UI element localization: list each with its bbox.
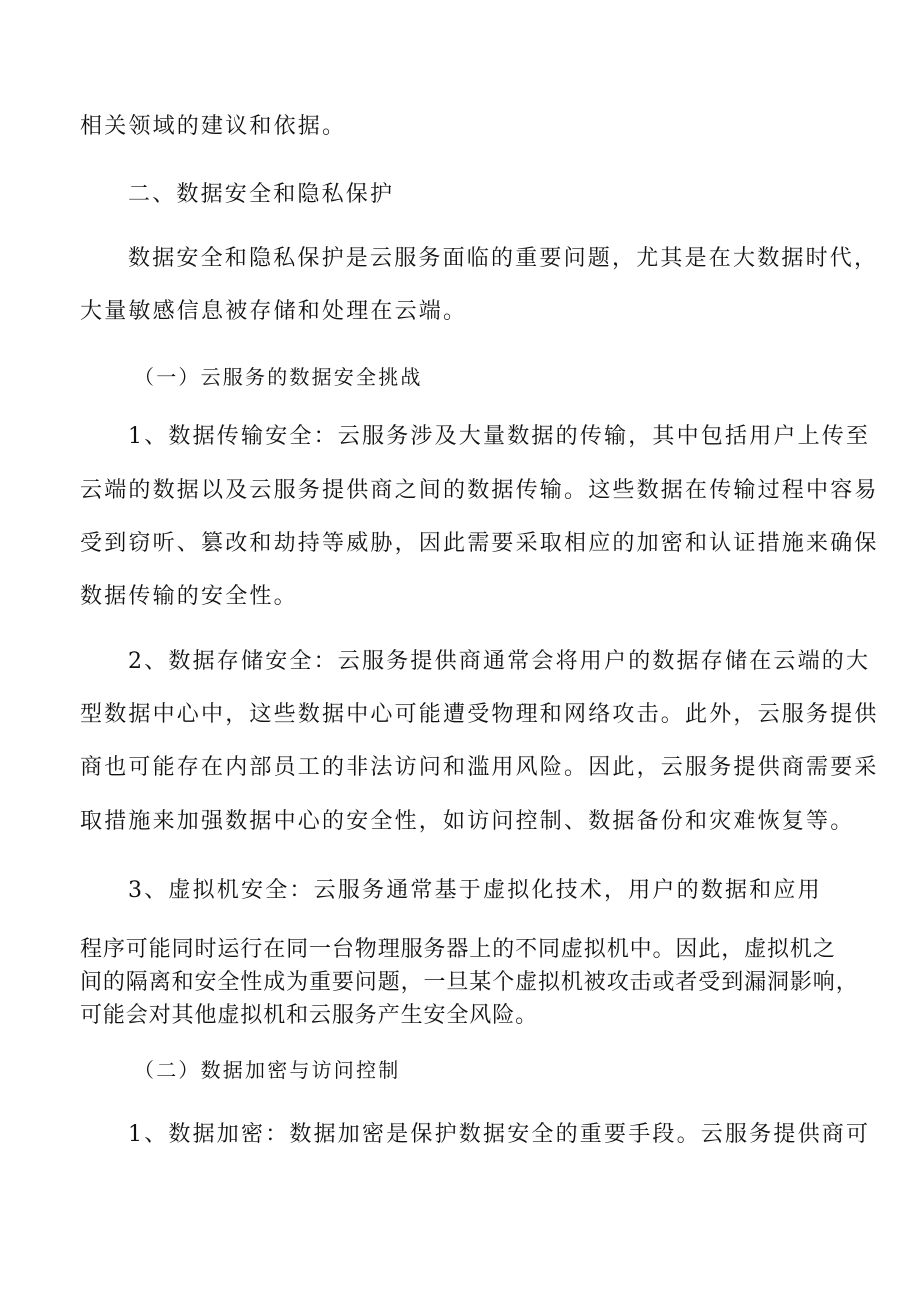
paragraph-line: 数据传输的安全性。 <box>80 584 298 609</box>
paragraph-line: 1、数据加密：数据加密是保护数据安全的重要手段。云服务提供商可 <box>128 1122 871 1147</box>
paragraph-line: 相关领域的建议和依据。 <box>80 114 347 139</box>
paragraph-line: 可能会对其他虚拟机和云服务产生安全风险。 <box>80 1003 539 1028</box>
paragraph-line: 数据安全和隐私保护是云服务面临的重要问题，尤其是在大数据时代， <box>128 246 879 271</box>
subsection-heading: （一）云服务的数据安全挑战 <box>134 365 423 389</box>
paragraph-line: 云端的数据以及云服务提供商之间的数据传输。这些数据在传输过程中容易 <box>80 478 879 503</box>
paragraph-line: 2、数据存储安全：云服务提供商通常会将用户的数据存储在云端的大 <box>128 649 871 674</box>
paragraph-line: 取措施来加强数据中心的安全性，如访问控制、数据备份和灾难恢复等。 <box>80 809 855 834</box>
section-heading: 二、数据安全和隐私保护 <box>128 182 395 207</box>
paragraph-line: 1、数据传输安全：云服务涉及大量数据的传输，其中包括用户上传至 <box>128 424 871 449</box>
subsection-heading: （二）数据加密与访问控制 <box>134 1058 401 1082</box>
paragraph-line: 商也可能存在内部员工的非法访问和滥用风险。因此，云服务提供商需要采 <box>80 755 879 780</box>
paragraph-line: 受到窃听、篡改和劫持等威胁，因此需要采取相应的加密和认证措施来确保 <box>80 531 879 556</box>
paragraph-line: 程序可能同时运行在同一台物理服务器上的不同虚拟机中。因此，虚拟机之 <box>80 937 836 962</box>
paragraph-line: 型数据中心中，这些数据中心可能遭受物理和网络攻击。此外，云服务提供 <box>80 702 879 727</box>
paragraph-line: 3、虚拟机安全：云服务通常基于虚拟化技术，用户的数据和应用 <box>128 878 822 903</box>
paragraph-line: 间的隔离和安全性成为重要问题，一旦某个虚拟机被攻击或者受到漏洞影响， <box>80 970 859 995</box>
paragraph-line: 大量敏感信息被存储和处理在云端。 <box>80 299 468 324</box>
